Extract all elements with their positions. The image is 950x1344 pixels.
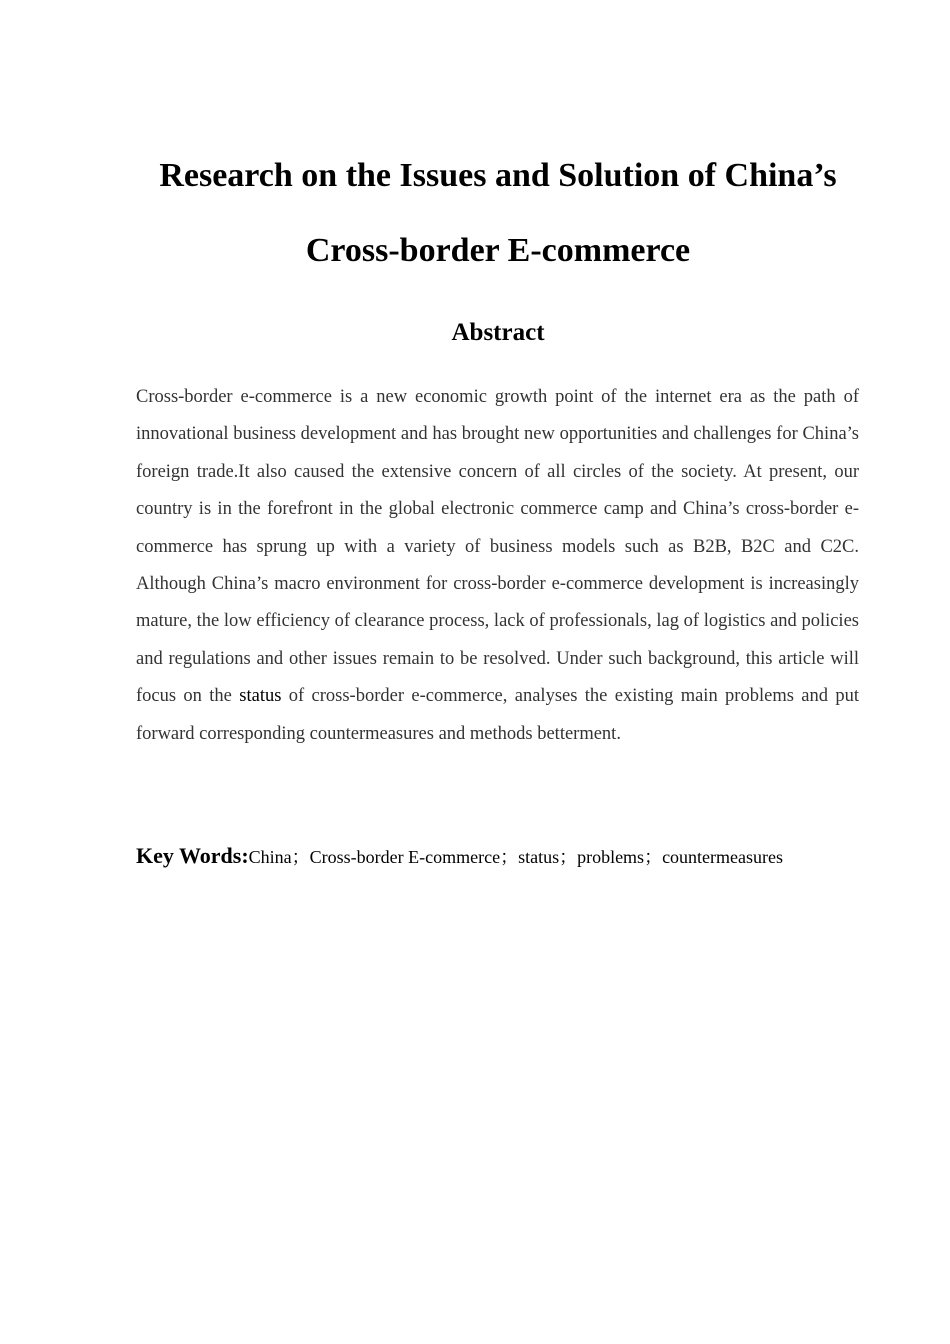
keywords-list: China；Cross-border E-commerce；status；problems；countermeasures bbox=[248, 847, 784, 867]
paper-title-line-2: Cross-border E-commerce bbox=[305, 232, 691, 269]
abstract-heading: Abstract bbox=[451, 319, 545, 346]
abstract-text-part-2: of cross-border e-commerce, analyses the existing main problems and put forward corresponding countermeasures and methods betterment. bbox=[136, 686, 859, 744]
paper-title-line-1: Research on the Issues and Solution of China’s bbox=[159, 157, 837, 194]
abstract-body bbox=[136, 379, 859, 753]
keywords-line bbox=[136, 841, 876, 872]
abstract-text-status: status bbox=[239, 686, 282, 707]
keywords-label: Key Words: bbox=[136, 843, 249, 868]
abstract-text-part-1: Cross-border e-commerce is a new economic growth point of the internet era as the path of innovational business development and has brought new opportunities and challenges for China’s foreign trade.It also caused the extensive concern of all circles of the society. At present, our country is in the forefront in the global electronic commerce camp and China’s cross-border e-commerce has sprung up with a variety of business models such as B2B, B2C and C2C. Although China’s macro environment for cross-border e-commerce development is increasingly mature, the low efficiency of clearance process, lack of professionals, lag of logistics and policies and regulations and other issues remain to be resolved. Under such background, this article will focus on the bbox=[136, 387, 859, 707]
